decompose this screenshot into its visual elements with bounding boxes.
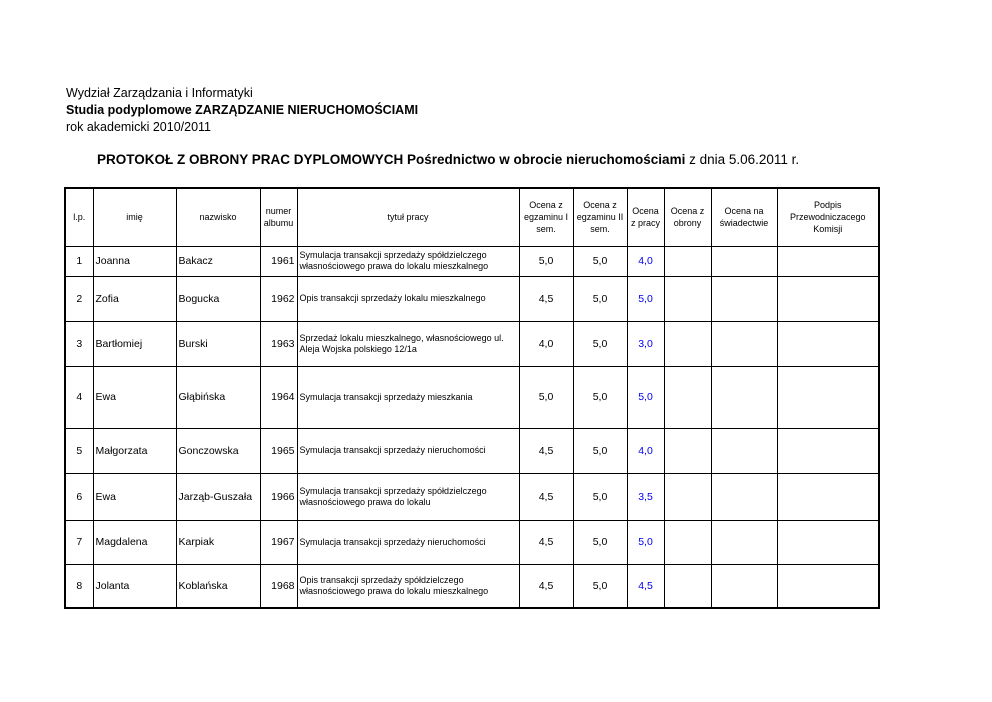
cell-certificate-grade bbox=[711, 520, 777, 564]
table-row bbox=[65, 473, 879, 520]
cell-certificate-grade bbox=[711, 276, 777, 321]
cell-lp: 1 bbox=[65, 246, 93, 276]
table-row bbox=[65, 428, 879, 473]
cell-signature bbox=[777, 473, 879, 520]
cell-thesis-grade: 5,0 bbox=[627, 276, 664, 321]
cell-exam-sem2: 5,0 bbox=[573, 428, 627, 473]
cell-exam-sem2: 5,0 bbox=[573, 473, 627, 520]
protocol-title-bold: PROTOKOŁ Z OBRONY PRAC DYPLOMOWYCH Pośrednictwo w obrocie nieruchomościami bbox=[97, 152, 686, 167]
cell-thesis-title: Symulacja transakcji sprzedaży spółdzielczego własnościowego prawa do lokalu bbox=[297, 473, 519, 520]
col-header-defense-grade: Ocena z obrony bbox=[664, 188, 711, 246]
cell-thesis-title: Opis transakcji sprzedaży lokalu mieszkalnego bbox=[297, 276, 519, 321]
cell-certificate-grade bbox=[711, 321, 777, 366]
col-header-album-number: numer albumu bbox=[260, 188, 297, 246]
cell-signature bbox=[777, 246, 879, 276]
cell-exam-sem1: 4,5 bbox=[519, 520, 573, 564]
cell-exam-sem1: 4,5 bbox=[519, 564, 573, 608]
cell-certificate-grade bbox=[711, 366, 777, 428]
cell-last-name: Głąbińska bbox=[176, 366, 260, 428]
cell-signature bbox=[777, 564, 879, 608]
table-row bbox=[65, 520, 879, 564]
cell-certificate-grade bbox=[711, 428, 777, 473]
cell-thesis-grade: 3,0 bbox=[627, 321, 664, 366]
cell-exam-sem2: 5,0 bbox=[573, 276, 627, 321]
table-row bbox=[65, 276, 879, 321]
cell-exam-sem2: 5,0 bbox=[573, 366, 627, 428]
col-header-signature: Podpis Przewodniczacego Komisji bbox=[777, 188, 879, 246]
cell-last-name: Gonczowska bbox=[176, 428, 260, 473]
cell-thesis-title: Symulacja transakcji sprzedaży spółdzielczego własnościowego prawa do lokalu mieszkalnego bbox=[297, 246, 519, 276]
protocol-title-date: z dnia 5.06.2011 r. bbox=[685, 152, 800, 167]
col-header-lp: l.p. bbox=[65, 188, 93, 246]
cell-defense-grade bbox=[664, 428, 711, 473]
cell-exam-sem1: 4,5 bbox=[519, 428, 573, 473]
cell-exam-sem2: 5,0 bbox=[573, 246, 627, 276]
cell-album-number: 1968 bbox=[260, 564, 297, 608]
cell-first-name: Małgorzata bbox=[93, 428, 176, 473]
cell-lp: 5 bbox=[65, 428, 93, 473]
table-row bbox=[65, 366, 879, 428]
cell-defense-grade bbox=[664, 276, 711, 321]
grades-table bbox=[64, 187, 880, 609]
cell-last-name: Karpiak bbox=[176, 520, 260, 564]
cell-thesis-grade: 3,5 bbox=[627, 473, 664, 520]
cell-lp: 2 bbox=[65, 276, 93, 321]
studies-line: Studia podyplomowe ZARZĄDZANIE NIERUCHOMOŚCIAMI bbox=[66, 103, 419, 117]
cell-thesis-title: Sprzedaż lokalu mieszkalnego, własnościowego ul. Aleja Wojska polskiego 12/1a bbox=[297, 321, 519, 366]
col-header-last-name: nazwisko bbox=[176, 188, 260, 246]
cell-defense-grade bbox=[664, 321, 711, 366]
cell-last-name: Koblańska bbox=[176, 564, 260, 608]
cell-lp: 7 bbox=[65, 520, 93, 564]
cell-last-name: Bakacz bbox=[176, 246, 260, 276]
cell-defense-grade bbox=[664, 366, 711, 428]
cell-exam-sem2: 5,0 bbox=[573, 520, 627, 564]
cell-album-number: 1961 bbox=[260, 246, 297, 276]
cell-exam-sem2: 5,0 bbox=[573, 321, 627, 366]
cell-defense-grade bbox=[664, 246, 711, 276]
cell-album-number: 1964 bbox=[260, 366, 297, 428]
cell-lp: 6 bbox=[65, 473, 93, 520]
cell-exam-sem1: 4,5 bbox=[519, 473, 573, 520]
table-row bbox=[65, 246, 879, 276]
cell-exam-sem1: 4,5 bbox=[519, 276, 573, 321]
faculty-line: Wydział Zarządzania i Informatyki bbox=[66, 86, 253, 100]
table-row bbox=[65, 564, 879, 608]
cell-thesis-grade: 5,0 bbox=[627, 366, 664, 428]
cell-thesis-title: Symulacja transakcji sprzedaży nieruchomości bbox=[297, 520, 519, 564]
cell-signature bbox=[777, 366, 879, 428]
cell-exam-sem1: 5,0 bbox=[519, 366, 573, 428]
cell-last-name: Jarząb-Guszała bbox=[176, 473, 260, 520]
cell-lp: 4 bbox=[65, 366, 93, 428]
cell-first-name: Ewa bbox=[93, 366, 176, 428]
col-header-thesis-title: tytuł pracy bbox=[297, 188, 519, 246]
cell-signature bbox=[777, 520, 879, 564]
cell-first-name: Bartłomiej bbox=[93, 321, 176, 366]
cell-defense-grade bbox=[664, 473, 711, 520]
col-header-certificate-grade: Ocena na świadectwie bbox=[711, 188, 777, 246]
table-row bbox=[65, 321, 879, 366]
cell-album-number: 1962 bbox=[260, 276, 297, 321]
cell-thesis-grade: 4,5 bbox=[627, 564, 664, 608]
cell-album-number: 1966 bbox=[260, 473, 297, 520]
cell-certificate-grade bbox=[711, 473, 777, 520]
cell-album-number: 1963 bbox=[260, 321, 297, 366]
cell-defense-grade bbox=[664, 564, 711, 608]
cell-signature bbox=[777, 321, 879, 366]
cell-exam-sem1: 5,0 bbox=[519, 246, 573, 276]
col-header-first-name: imię bbox=[93, 188, 176, 246]
col-header-thesis-grade: Ocena z pracy bbox=[627, 188, 664, 246]
cell-thesis-grade: 5,0 bbox=[627, 520, 664, 564]
cell-defense-grade bbox=[664, 520, 711, 564]
cell-lp: 3 bbox=[65, 321, 93, 366]
cell-thesis-title: Symulacja transakcji sprzedaży mieszkania bbox=[297, 366, 519, 428]
cell-certificate-grade bbox=[711, 246, 777, 276]
col-header-exam-sem2: Ocena z egzaminu II sem. bbox=[573, 188, 627, 246]
cell-first-name: Jolanta bbox=[93, 564, 176, 608]
cell-album-number: 1965 bbox=[260, 428, 297, 473]
cell-first-name: Zofia bbox=[93, 276, 176, 321]
cell-thesis-title: Opis transakcji sprzedaży spółdzielczego własnościowego prawa do lokalu mieszkalnego bbox=[297, 564, 519, 608]
academic-year-line: rok akademicki 2010/2011 bbox=[66, 120, 211, 134]
cell-exam-sem1: 4,0 bbox=[519, 321, 573, 366]
cell-exam-sem2: 5,0 bbox=[573, 564, 627, 608]
cell-last-name: Burski bbox=[176, 321, 260, 366]
protocol-title bbox=[97, 152, 799, 167]
cell-album-number: 1967 bbox=[260, 520, 297, 564]
cell-thesis-grade: 4,0 bbox=[627, 246, 664, 276]
cell-lp: 8 bbox=[65, 564, 93, 608]
cell-thesis-grade: 4,0 bbox=[627, 428, 664, 473]
cell-signature bbox=[777, 428, 879, 473]
cell-first-name: Ewa bbox=[93, 473, 176, 520]
cell-first-name: Joanna bbox=[93, 246, 176, 276]
cell-certificate-grade bbox=[711, 564, 777, 608]
cell-signature bbox=[777, 276, 879, 321]
cell-first-name: Magdalena bbox=[93, 520, 176, 564]
col-header-exam-sem1: Ocena z egzaminu I sem. bbox=[519, 188, 573, 246]
header-row bbox=[65, 188, 879, 246]
cell-last-name: Bogucka bbox=[176, 276, 260, 321]
cell-thesis-title: Symulacja transakcji sprzedaży nieruchomości bbox=[297, 428, 519, 473]
